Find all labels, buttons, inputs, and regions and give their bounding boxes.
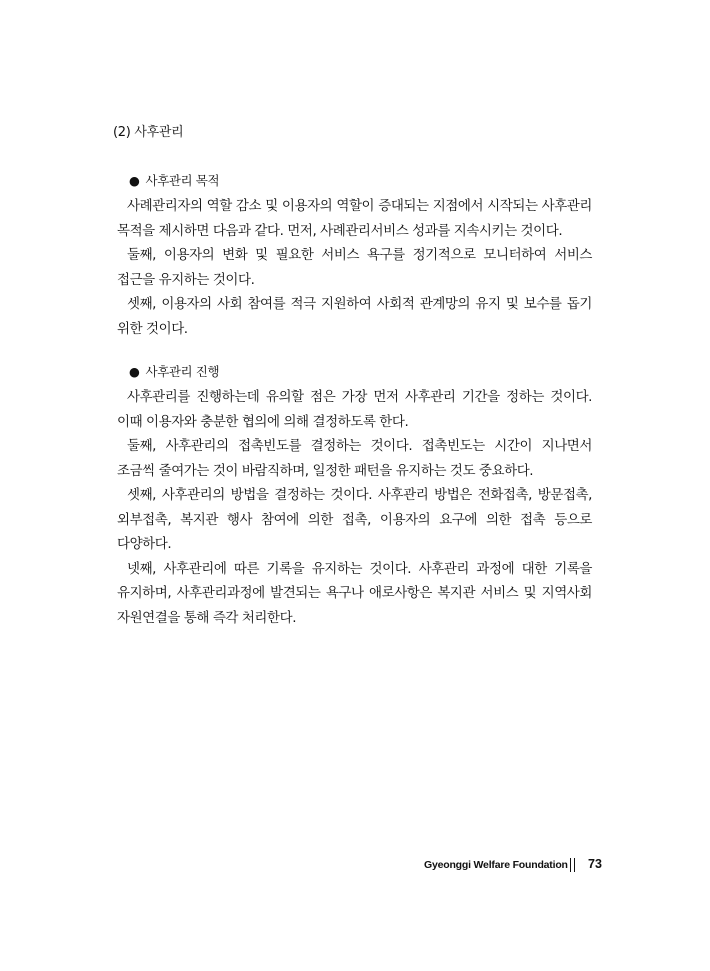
paragraph: 셋째, 이용자의 사회 참여를 적극 지원하여 사회적 관계망의 유지 및 보수를 돕기 위한 것이다. [117, 296, 592, 337]
paragraph: 둘째, 이용자의 변화 및 필요한 서비스 욕구를 정기적으로 모니터하여 서비스 접근을 유지하는 것이다. [117, 247, 592, 288]
bullet-icon: ● [129, 364, 140, 379]
footer-separator [570, 858, 575, 872]
footer-organization: Gyeonggi Welfare Foundation [424, 859, 568, 871]
subsection-purpose [117, 170, 592, 341]
paragraph: 셋째, 사후관리의 방법을 결정하는 것이다. 사후관리 방법은 전화접촉, 방문접촉, 외부접촉, 복지관 행사 참여에 의한 접촉, 이용자의 요구에 의한 접촉 등으로 다양하다. [117, 487, 592, 552]
subsection-heading [117, 170, 592, 192]
bullet-icon: ● [129, 173, 140, 188]
page-footer [420, 856, 605, 874]
subsection-title: 사후관리 목적 [145, 173, 220, 188]
subsection-heading [117, 361, 592, 383]
subsection-progress [117, 361, 592, 630]
subsection-title: 사후관리 진행 [145, 364, 220, 379]
paragraph: 넷째, 사후관리에 따른 기록을 유지하는 것이다. 사후관리 과정에 대한 기록을 유지하며, 사후관리과정에 발견되는 욕구나 애로사항은 복지관 서비스 및 지역사회 자원연결을 통해 즉각 처리한다. [117, 560, 592, 626]
section-body [117, 170, 592, 630]
page-number: 73 [588, 857, 602, 871]
paragraph: 사후관리를 진행하는데 유의할 점은 가장 먼저 사후관리 기간을 정하는 것이다. 이때 이용자와 충분한 협의에 의해 결정하도록 한다. [117, 389, 592, 430]
paragraph: 둘째, 사후관리의 접촉빈도를 결정하는 것이다. 접촉빈도는 시간이 지나면서 조금씩 줄여가는 것이 바람직하며, 일정한 패턴을 유지하는 것도 중요하다. [117, 438, 592, 479]
paragraph: 사례관리자의 역할 감소 및 이용자의 역할이 증대되는 지점에서 시작되는 사후관리 목적을 제시하면 다음과 같다. 먼저, 사례관리서비스 성과를 지속시키는 것이다. [117, 198, 592, 239]
section-heading: (2) 사후관리 [113, 125, 184, 140]
